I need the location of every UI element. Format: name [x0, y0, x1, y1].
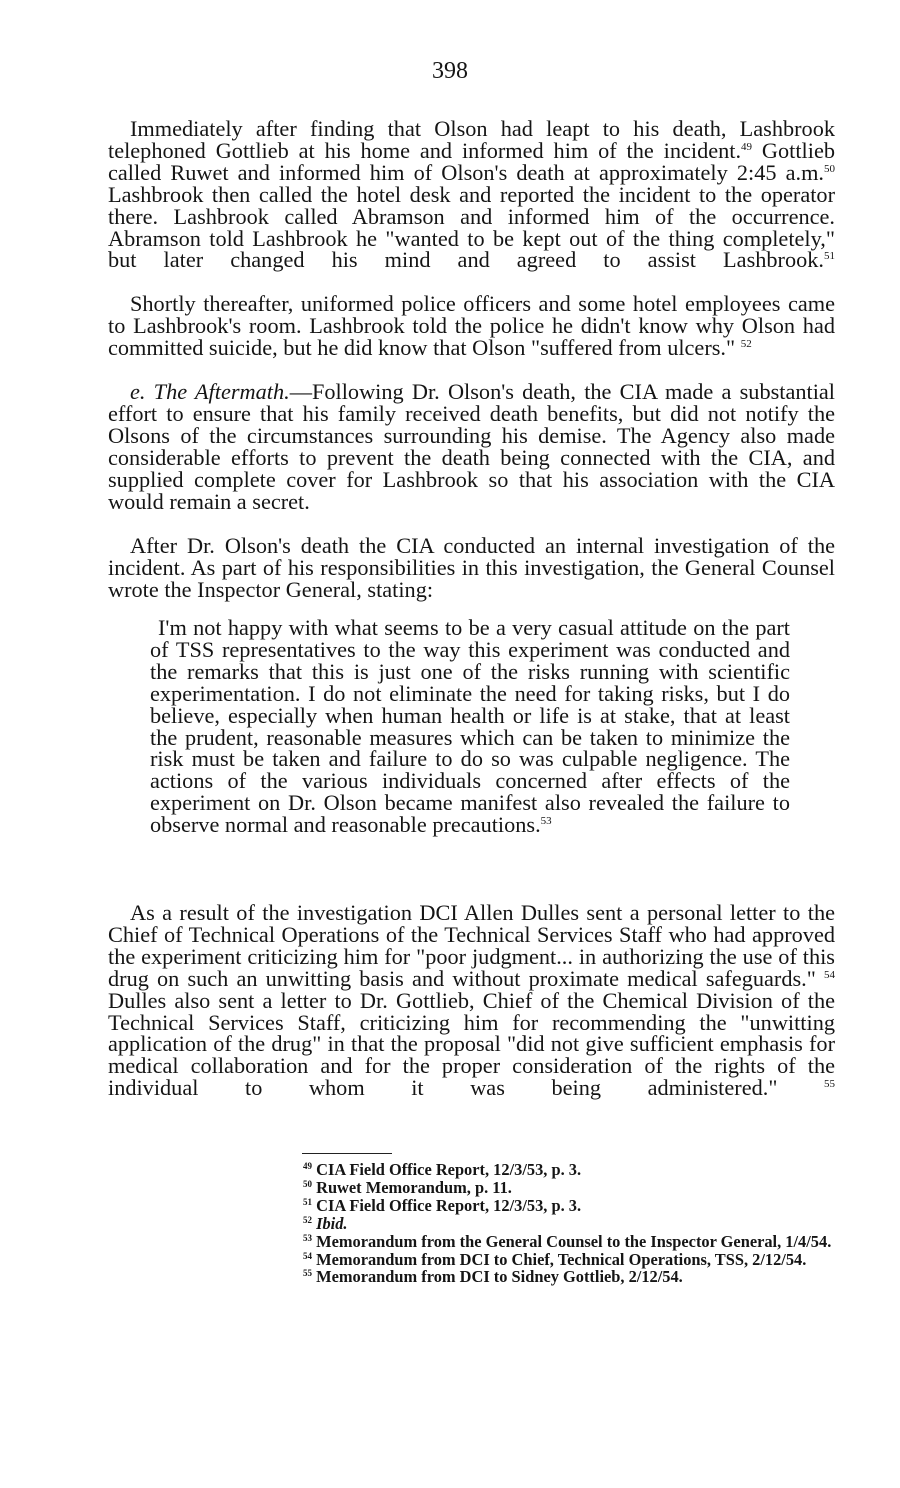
footnote-number: 54 — [303, 1250, 312, 1261]
footnote-number: 53 — [303, 1232, 312, 1243]
footnote-ref: 52 — [740, 337, 752, 350]
paragraph-lashbrook-calls — [108, 118, 835, 271]
paragraph-text: Dulles also sent a letter to Dr. Gottlieb, Chief of the Chemical Division of the Technical Services Staff, criticizing him for recommending the "unwitting application of the drug" in that the proposal "did not give sufficient emphasis for medical collaboration and for the proper consideration of the rights of the individual to whom it was being administered." — [108, 987, 835, 1101]
paragraph-police-arrive — [108, 293, 835, 359]
footnote — [303, 1215, 833, 1233]
quote-text: I'm not happy with what seems to be a very casual attitude on the part of TSS representatives to the way this experiment was conducted and the remarks that this is just one of the risks running with scientific experimentation. I do not eliminate the need for taking risks, but I do believe, especially when human health or life is at stake, that at least the prudent, reasonable measures which can be taken to minimize the risk must be taken and failure to do so was culpable negligence. The actions of the various individuals concerned after effects of the experiment on Dr. Olson became manifest also revealed the failure to observe normal and reasonable precautions. — [150, 615, 790, 838]
footnote-ref: 55 — [824, 1078, 836, 1091]
footnote — [303, 1179, 833, 1197]
footnote — [303, 1268, 833, 1286]
footnote-text: CIA Field Office Report, 12/3/53, p. 3. — [316, 1160, 582, 1179]
footnote-number: 55 — [303, 1268, 312, 1279]
footnote — [303, 1233, 833, 1251]
footnote-text: Ibid. — [316, 1213, 348, 1233]
paragraph-dulles-letters — [108, 902, 835, 1099]
footnote — [303, 1197, 833, 1215]
paragraph-text: Lashbrook then called the hotel desk and reported the incident to the operator there. Lashbrook called Abramson and informed him of the occurrence. Abramson told Lashbrook he "wanted to be kept out of the thing completely," but later changed his mind and agreed to assist Lashbrook. — [108, 181, 835, 273]
paragraph-text: Immediately after finding that Olson had leapt to his death, Lashbrook telephoned Gottlieb at his home and informed him of the incident. — [108, 116, 835, 163]
footnote-ref: 54 — [824, 968, 835, 981]
footnote-divider — [302, 1153, 392, 1154]
footnotes — [303, 1161, 833, 1286]
footnote-text: Memorandum from DCI to Sidney Gottlieb, 2/12/54. — [316, 1267, 683, 1287]
paragraph-text: —Following Dr. Olson's death, the CIA made a substantial effort to ensure that his family received death benefits, but did not notify the Olsons of the circumstances surrounding his demise. The Agency also made considerable efforts to prevent the death being connected with the CIA, and supplied complete cover for Lashbrook so that his association with the CIA would remain a secret. — [108, 379, 835, 514]
section-heading: e. The Aftermath. — [130, 379, 290, 404]
paragraph-text: Gottlieb called Ruwet and informed him of Olson's death at approximately 2:45 a.m. — [108, 137, 835, 185]
footnote-number: 49 — [303, 1161, 312, 1171]
paragraph-text: As a result of the investigation DCI Allen Dulles sent a personal letter to the Chief of Technical Operations of the Technical Services Staff who had approved the experiment criticizing him for "poor judgment... in authorizing the use of this drug on such an unwitting basis and without proximate medical safeguards." — [108, 900, 835, 991]
block-quote — [150, 617, 790, 836]
footnote — [303, 1251, 833, 1269]
footnote-number: 52 — [303, 1214, 312, 1225]
footnote-ref: 53 — [540, 815, 552, 828]
footnote-ref: 51 — [824, 250, 835, 263]
footnote — [303, 1161, 833, 1179]
footnote-number: 50 — [303, 1178, 312, 1189]
paragraph-text: After Dr. Olson's death the CIA conducted an internal investigation of the incident. As part of his responsibilities in this investigation, the General Counsel wrote the Inspector General, stating: — [108, 533, 835, 602]
footnote-ref: 49 — [741, 140, 753, 153]
footnote-text: Ruwet Memorandum, p. 11. — [316, 1177, 512, 1197]
footnote-ref: 50 — [824, 162, 835, 175]
paragraph-aftermath — [108, 381, 835, 512]
page-number: 398 — [432, 58, 468, 84]
paragraph-investigation — [108, 535, 835, 601]
footnote-text: CIA Field Office Report, 12/3/53, p. 3. — [316, 1195, 582, 1215]
footnote-text: Memorandum from the General Counsel to the Inspector General, 1/4/54. — [316, 1231, 832, 1251]
paragraph-text: Shortly thereafter, uniformed police officers and some hotel employees came to Lashbrook's room. Lashbrook told the police he didn't know why Olson had committed suicide, but he did know that Olson "suffered from ulcers." — [108, 291, 835, 360]
footnote-number: 51 — [303, 1196, 312, 1207]
footnote-text: Memorandum from DCI to Chief, Technical Operations, TSS, 2/12/54. — [316, 1249, 807, 1269]
